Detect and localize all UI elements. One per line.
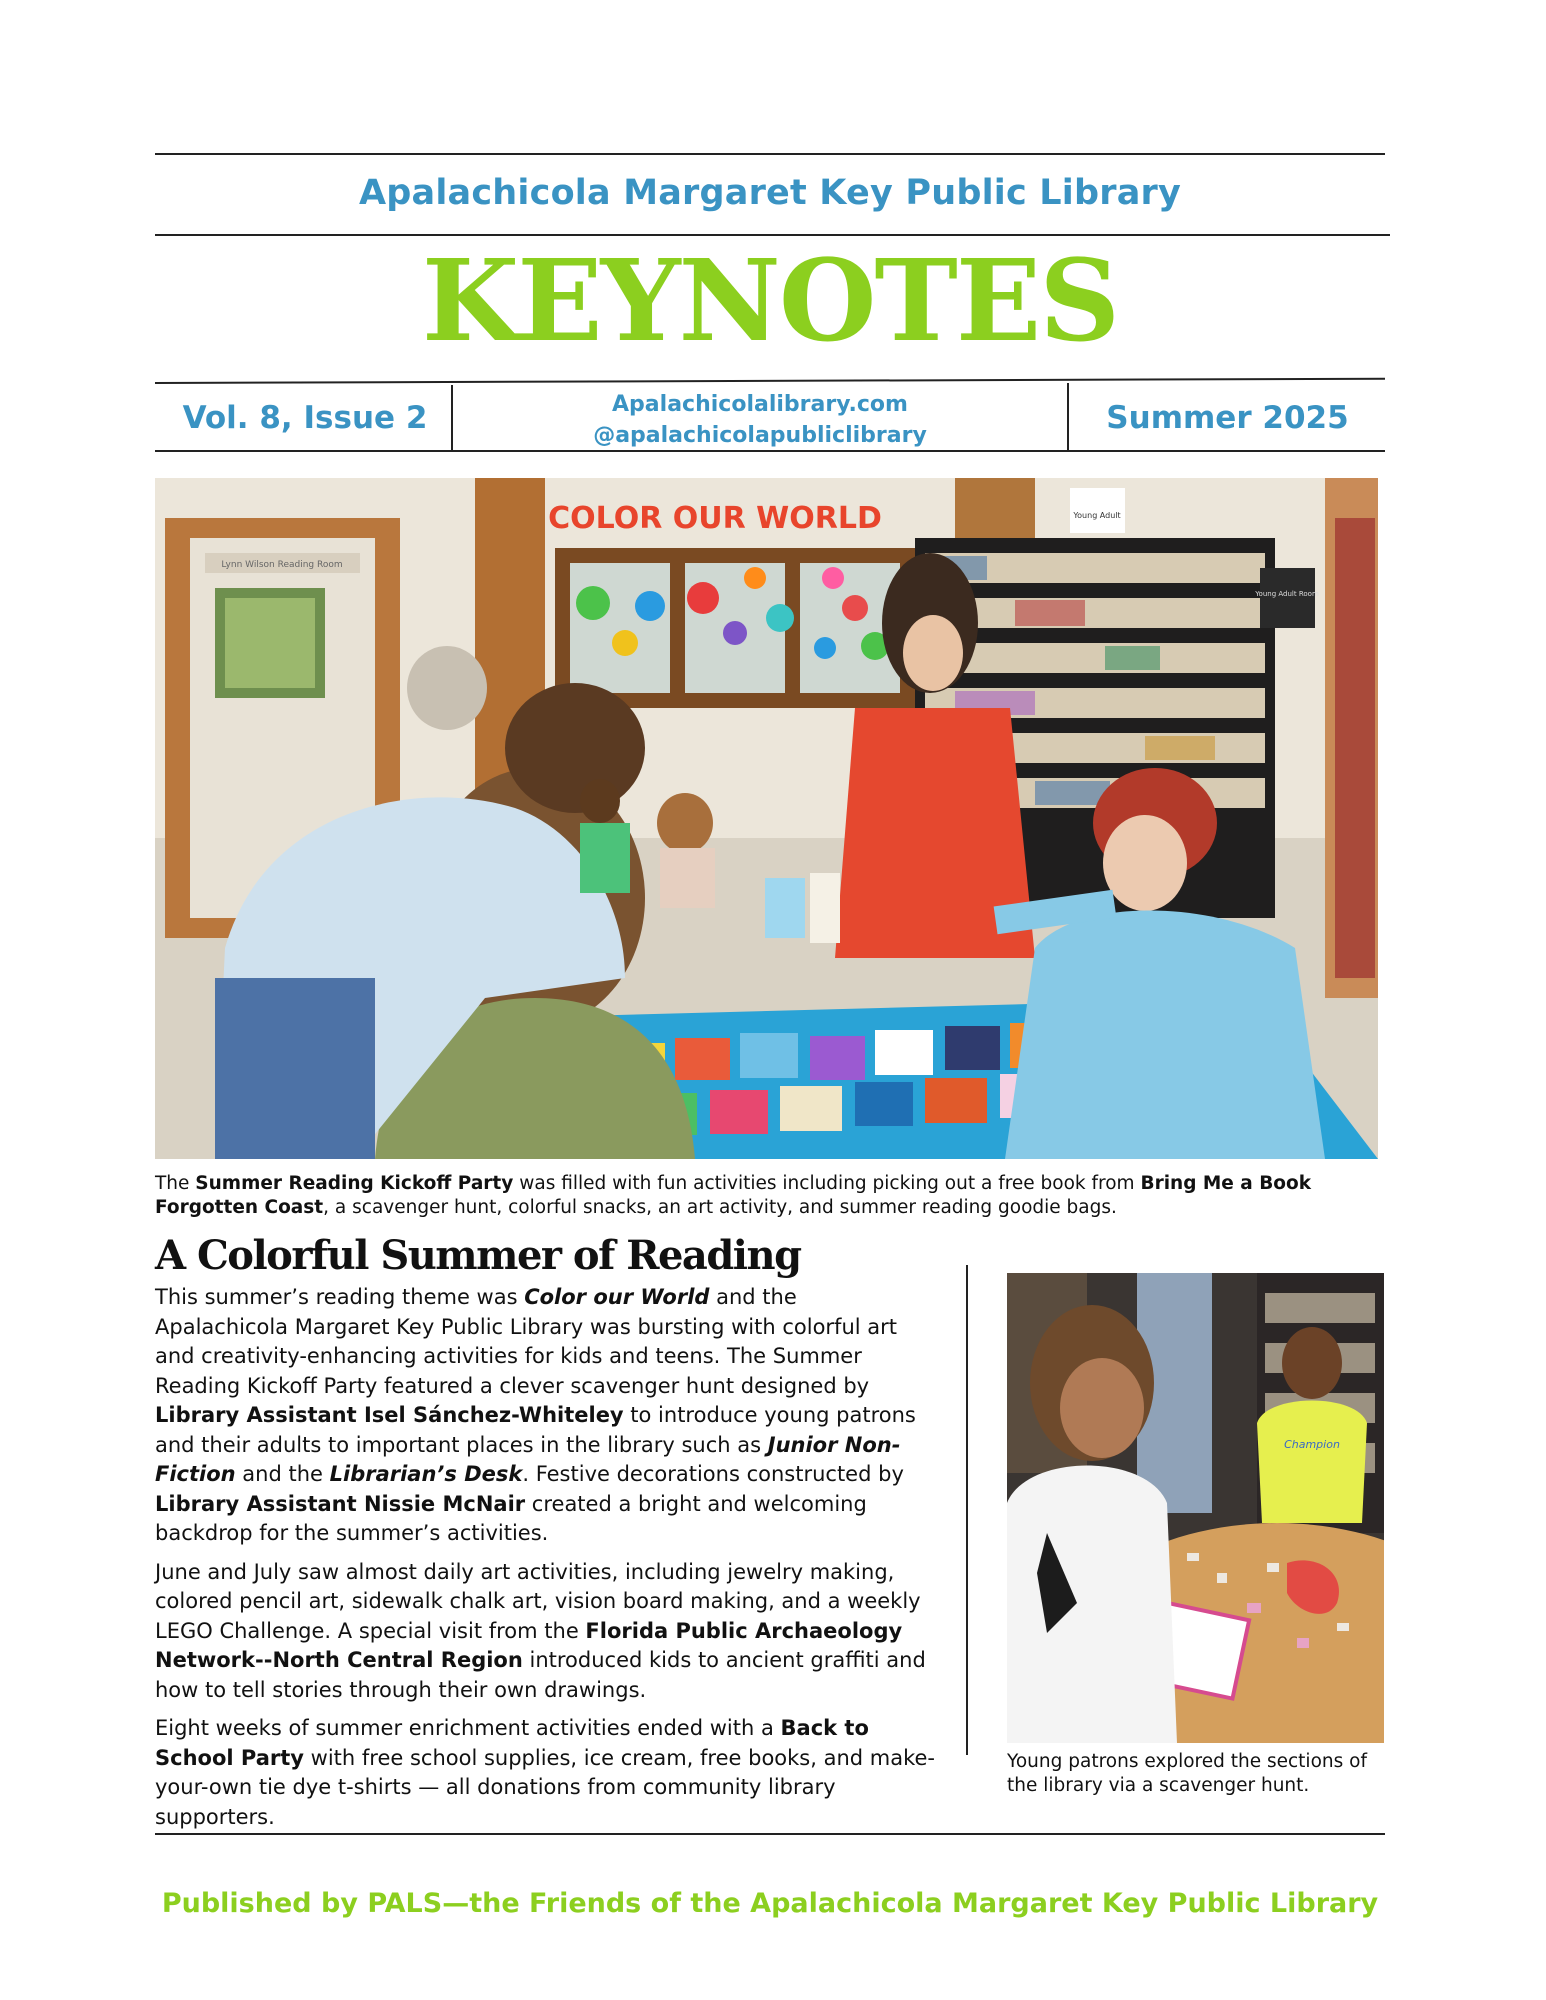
main-photo-caption: The Summer Reading Kickoff Party was filled with fun activities including picking out a free book from Bring Me a Book Forgotten Coast, a scavenger hunt, colorful snacks, an art activity, and summer reading goodie bags.: [155, 1173, 1312, 1218]
article-paragraph-2: June and July saw almost daily art activities, including jewelry making, colored pencil art, sidewalk chalk art, vision board making, and a weekly LEGO Challenge. A special visit from the Florida Public Archaeology Network--North Central Region introduced kids to ancient graffiti and how to tell stories through their own drawings.: [155, 1559, 926, 1702]
library-name: Apalachicola Margaret Key Public Library: [358, 173, 1182, 213]
volume-issue: Vol. 8, Issue 2: [182, 400, 428, 436]
newsletter-title: KEYNOTES: [421, 236, 1119, 367]
info-bar-top-rule: [155, 378, 1385, 384]
top-rule: [155, 153, 1385, 155]
footer-rule: [155, 1833, 1385, 1835]
footer-publisher: Published by PALS—the Friends of the Apalachicola Margaret Key Public Library: [161, 1888, 1379, 1919]
article-paragraph-3: Eight weeks of summer enrichment activities ended with a Back to School Party with free school supplies, ice cream, free books, and make-your-own tie dye t-shirts — all donations from community library supporters.: [155, 1716, 936, 1829]
side-photo: [1007, 1273, 1384, 1743]
article-title: A Colorful Summer of Reading: [155, 1232, 801, 1279]
contact-block: [455, 389, 1065, 451]
kickoff-party-name: Summer Reading Kickoff Party: [195, 1173, 514, 1194]
color-our-world-sign: COLOR OUR WORLD: [548, 501, 882, 536]
door-sign: Lynn Wilson Reading Room: [221, 560, 343, 570]
main-photo: [155, 478, 1378, 1159]
young-adult-room-sign: Young Adult Room: [1255, 590, 1319, 598]
social-handle[interactable]: @apalachicolapubliclibrary: [593, 423, 927, 448]
season-date: Summer 2025: [1106, 400, 1349, 436]
website-link[interactable]: Apalachicolalibrary.com: [612, 392, 908, 417]
bring-me-a-book-name: Bring Me a Book Forgotten Coast: [155, 1173, 1312, 1218]
column-divider: [966, 1265, 968, 1755]
shirt-logo: Champion: [1284, 1438, 1340, 1451]
article-body: [155, 1283, 935, 1841]
article-paragraph-1: This summer’s reading theme was Color our World and the Apalachicola Margaret Key Public Library was bursting with colorful art and creativity-enhancing activities for kids and teens. The Summer Reading Kickoff Party featured a clever scavenger hunt designed by Library Assistant Isel Sánchez-Whiteley to introduce young patrons and their adults to important places in the library such as Junior Non-Fiction and the Librarian’s Desk. Festive decorations constructed by Library Assistant Nissie McNair created a bright and welcoming backdrop for the summer’s activities.: [155, 1285, 916, 1545]
info-divider-right: [1067, 383, 1069, 451]
side-photo-caption: Young patrons explored the sections of the library via a scavenger hunt.: [1007, 1751, 1367, 1796]
young-adult-sign: Young Adult: [1073, 511, 1121, 520]
